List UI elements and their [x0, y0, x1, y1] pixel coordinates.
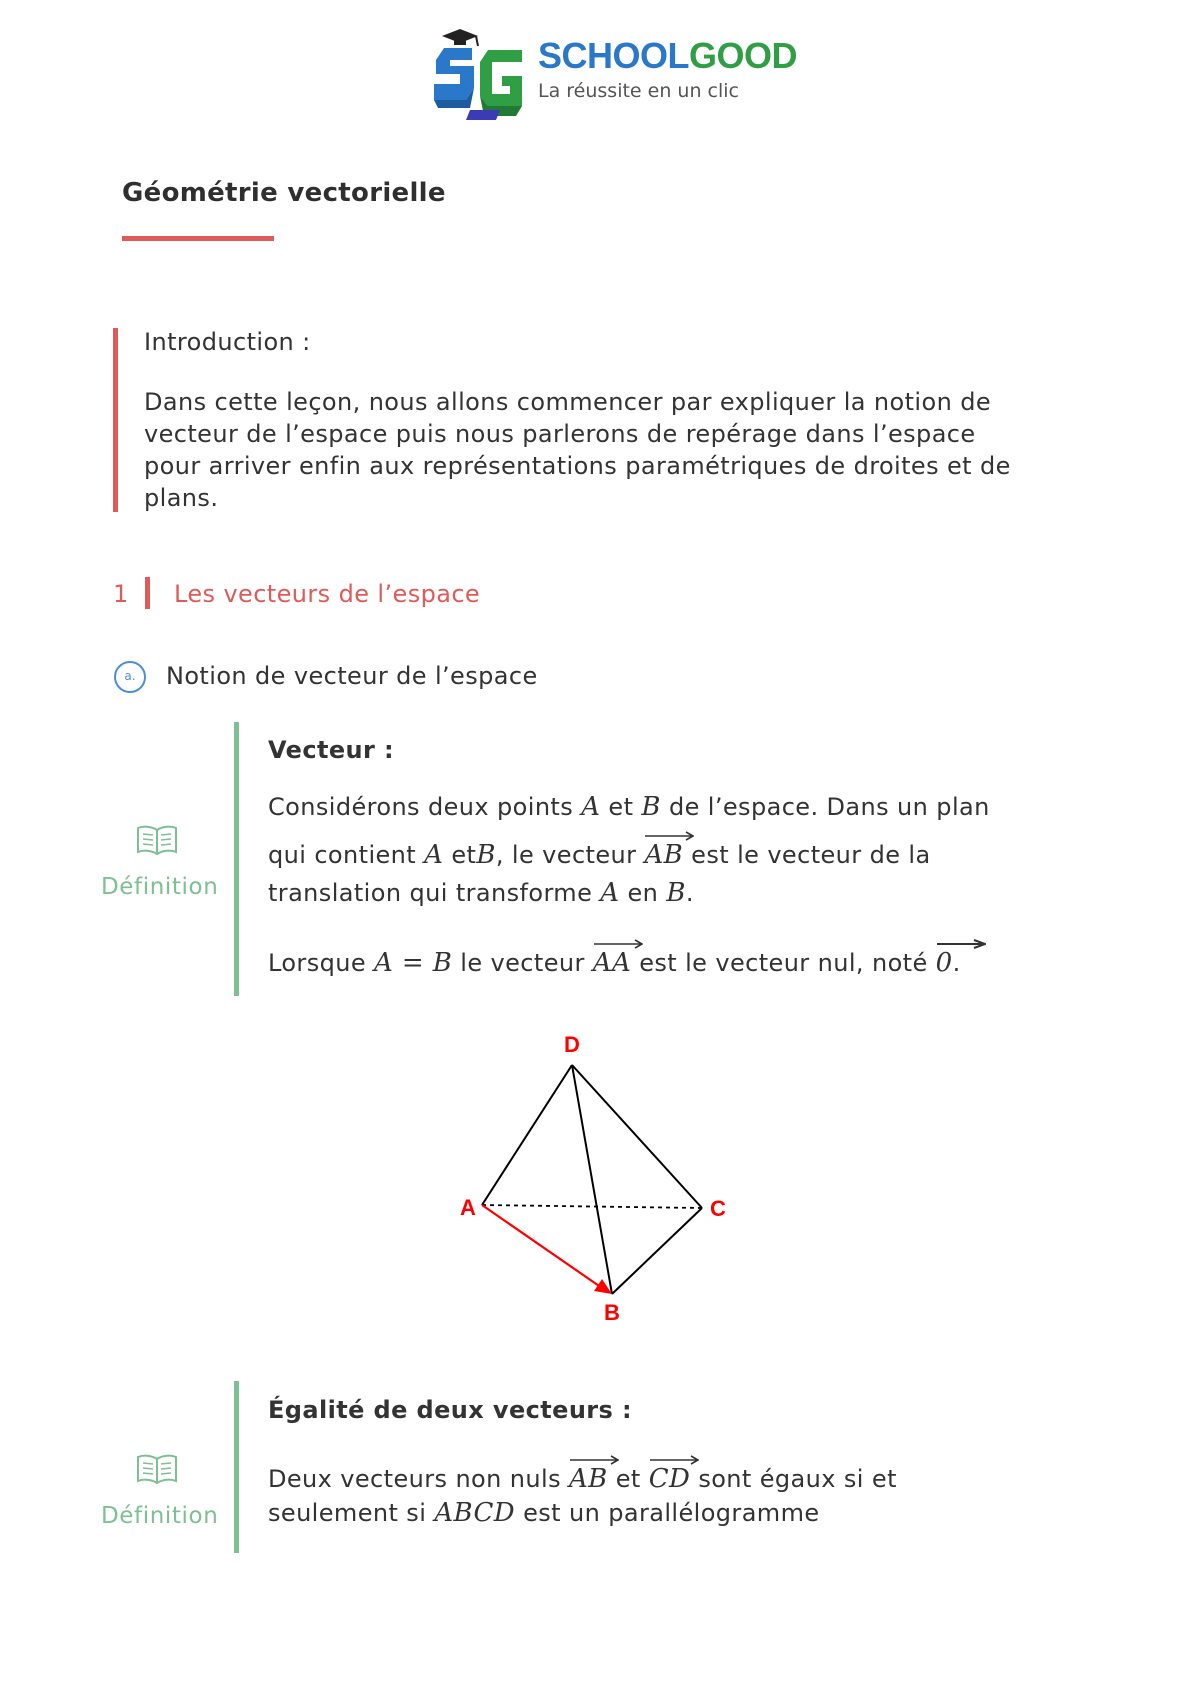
math-var: CD: [648, 1464, 691, 1494]
intro-line: pour arriver enfin aux représentations paramétriques de droites et de: [144, 452, 1011, 480]
intro-line: Dans cette leçon, nous allons commencer par expliquer la notion de: [144, 388, 992, 416]
vector-ab: [569, 1464, 608, 1494]
label-a: A: [460, 1195, 476, 1220]
definition-accent-bar: [234, 722, 239, 996]
definition-heading: Vecteur :: [268, 736, 394, 764]
definition-line: [268, 1464, 897, 1494]
math-var: 0: [935, 948, 953, 978]
tetrahedron-diagram: [440, 1030, 760, 1330]
text: .: [952, 949, 961, 977]
intro-line: plans.: [144, 484, 219, 512]
math-var: A: [600, 878, 620, 908]
text: et: [608, 793, 634, 821]
text: le vecteur: [460, 949, 585, 977]
math-var: B: [476, 840, 496, 870]
text: sont égaux si et: [698, 1465, 897, 1493]
label-b: B: [604, 1300, 620, 1325]
brand-name-good: GOOD: [689, 35, 798, 76]
definition-line: [268, 792, 990, 822]
vector-ab-arrow: [482, 1205, 602, 1288]
vector-arrow-icon: [644, 831, 694, 841]
math-var: A: [424, 840, 444, 870]
text: qui contient: [268, 841, 417, 869]
math-var: AB: [644, 840, 684, 870]
subsection-marker: a.: [114, 661, 146, 693]
intro-label: Introduction :: [144, 328, 311, 356]
edge-bc: [612, 1208, 702, 1294]
math-var: B: [641, 792, 661, 822]
text: Deux vecteurs non nuls: [268, 1465, 561, 1493]
definition-line: [268, 840, 931, 870]
definition-heading: Égalité de deux vecteurs :: [268, 1396, 632, 1424]
intro-line: vecteur de l’espace puis nous parlerons de repérage dans l’espace: [144, 420, 976, 448]
page-title: Géométrie vectorielle: [122, 178, 446, 208]
math-var: AB: [569, 1464, 608, 1494]
edge-ac-hidden: [482, 1205, 702, 1208]
subsection-title: Notion de vecteur de l’espace: [166, 662, 538, 690]
vector-ab: [644, 840, 683, 870]
book-icon: [135, 822, 179, 856]
vector-zero: [936, 948, 953, 978]
edge-db: [572, 1065, 612, 1294]
vector-arrow-icon: [649, 1455, 699, 1465]
definition-line: [268, 878, 694, 908]
text: .: [685, 879, 694, 907]
sg-logo-mark-icon: [430, 26, 540, 126]
brand-tagline: La réussite en un clic: [538, 80, 739, 102]
vector-arrow-icon: [593, 939, 643, 949]
math-var: B: [666, 878, 686, 908]
math-expr: A = B: [374, 948, 453, 978]
text: seulement si: [268, 1499, 427, 1527]
text: en: [627, 879, 659, 907]
label-d: D: [564, 1032, 580, 1057]
intro-text: [144, 386, 1084, 514]
section-accent-bar: [145, 577, 150, 609]
text: de l’espace. Dans un plan: [668, 793, 990, 821]
text: translation qui transforme: [268, 879, 593, 907]
edge-da: [482, 1065, 572, 1205]
vector-aa: [593, 948, 631, 978]
vector-arrow-icon: [569, 1455, 619, 1465]
definition-line: [268, 1498, 820, 1528]
definition-line: [268, 948, 961, 978]
text: , le vecteur: [495, 841, 637, 869]
math-var: A: [581, 792, 601, 822]
text: Considérons deux points: [268, 793, 574, 821]
intro-accent-bar: [113, 328, 118, 512]
brand-name: [538, 35, 798, 76]
text: est le vecteur de la: [691, 841, 931, 869]
section-number: 1: [113, 580, 129, 608]
text: et: [451, 841, 477, 869]
section-title: Les vecteurs de l’espace: [174, 580, 481, 608]
text: et: [615, 1465, 641, 1493]
text: est un parallélogramme: [523, 1499, 820, 1527]
vector-arrow-icon: [936, 939, 986, 949]
definition-badge: Définition: [101, 874, 219, 900]
definition-badge: Définition: [101, 1503, 219, 1529]
edge-dc: [572, 1065, 702, 1208]
brand-block: [538, 35, 798, 102]
title-underline: [122, 236, 274, 241]
text: Lorsque: [268, 949, 367, 977]
text: est le vecteur nul, noté: [639, 949, 928, 977]
label-c: C: [710, 1196, 726, 1221]
vector-cd: [649, 1464, 691, 1494]
math-var: ABCD: [434, 1498, 516, 1528]
definition-accent-bar: [234, 1381, 239, 1553]
math-var: AA: [592, 948, 632, 978]
brand-name-school: SCHOOL: [538, 35, 690, 76]
book-icon: [135, 1451, 179, 1485]
